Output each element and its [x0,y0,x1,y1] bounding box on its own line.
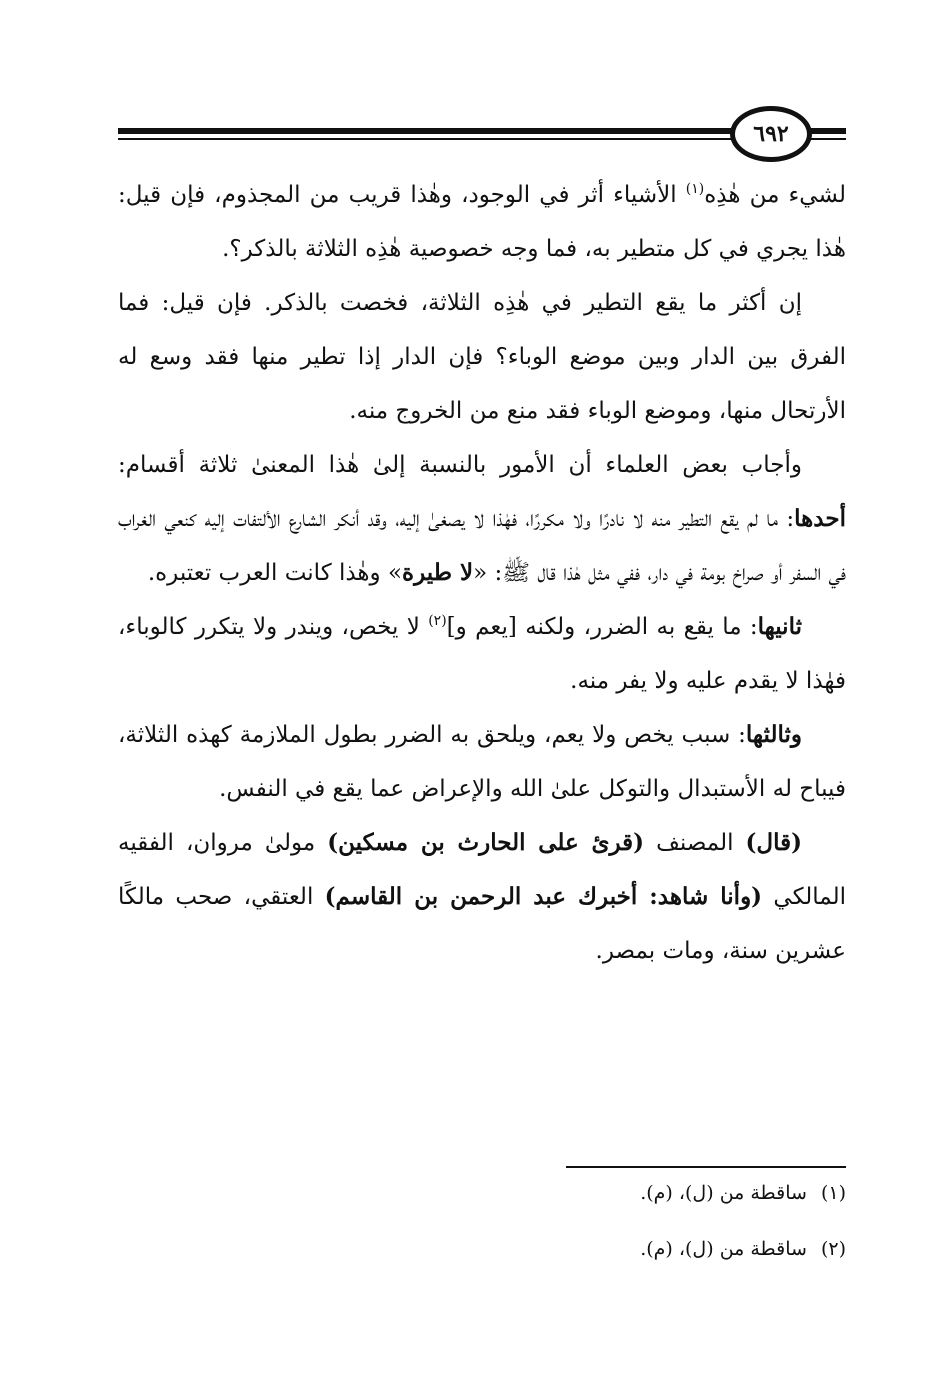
main-text [118,168,846,978]
paragraph-text: لا يخص، ويندر ولا يتكرر كالوباء، فهٰذا لا يقدم عليه ولا يفر منه. [118,614,846,694]
footnote-separator [566,1166,846,1168]
paragraph-2 [118,276,846,438]
footnote-text: ساقطة من (ل)، (م). [640,1182,807,1204]
footnote-marker-1: (١) [685,181,705,197]
paragraph-3 [118,438,846,600]
bold-term: ثانيها [757,613,802,640]
page-number: ٦٩٢ [730,106,812,162]
paragraph-text: وأجاب بعض العلماء أن الأمور بالنسبة إلىٰ هٰذا المعنىٰ ثلاثة أقسام: [118,452,802,478]
bold-term: (قرئ على الحارث بن مسكين) [327,829,645,856]
bold-term: أحدها [794,505,846,532]
paragraph-text: » وهٰذا كانت العرب تعتبره. [147,560,403,586]
paragraph-text: : ما لم يقع التطير منه لا نادرًا ولا مكررًا، فهٰذا لا يصغىٰ إليه، وقد أنكر الشارع الألتفات إليه كنعي الغراب في السفر أو صراخ بومة في دار، ففي مثل هٰذا قال ﷺ: « [118,506,846,586]
hadith-quote: لا طيرة [402,559,474,586]
page-header [118,104,846,164]
footnote-2 [246,1234,846,1264]
bold-term: وثالثها [745,721,802,748]
footnote-1 [246,1178,846,1208]
paragraph-5 [118,708,846,816]
footnote-marker-2: (٢) [428,613,447,629]
paragraph-1 [118,168,846,276]
paragraph-text: مولىٰ مروان، الفقيه المالكي [118,830,846,910]
paragraph-text: الأشياء أثر في الوجود، وهٰذا قريب من المجذوم، فإن قيل: هٰذا يجري في كل متطير به، فما وجه خصوصية هٰذِه الثلاثة بالذكر؟. [118,182,846,262]
footnote-number: (٢) [820,1238,846,1260]
paragraph-text: : سبب يخص ولا يعم، ويلحق به الضرر بطول الملازمة كهذه الثلاثة، فيباح له الأستبدال والتوكل علىٰ الله والإعراض عما يقع في النفس. [118,722,846,802]
bold-term: (قال) [745,829,802,856]
paragraph-4 [118,600,846,708]
paragraph-text: لشيء من هٰذِه [704,182,846,208]
paragraph-text: المصنف [644,830,746,856]
footnote-text: ساقطة من (ل)، (م). [640,1238,807,1260]
footnote-number: (١) [820,1182,846,1204]
footnotes [246,1178,846,1290]
paragraph-text: إن أكثر ما يقع التطير في هٰذِه الثلاثة، فخصت بالذكر. فإن قيل: فما الفرق بين الدار وبين موضع الوباء؟ فإن الدار إذا تطير منها فقد وسع له الأرتحال منها، وموضع الوباء فقد منع من الخروج منه. [118,290,846,424]
paragraph-6 [118,816,846,978]
bold-term: (وأنا شاهد: أخبرك عبد الرحمن بن القاسم) [324,883,763,910]
paragraph-text: العتقي، صحب مالكًا عشرين سنة، ومات بمصر. [118,884,846,964]
paragraph-text: : ما يقع به الضرر، ولكنه [يعم و] [446,614,758,640]
